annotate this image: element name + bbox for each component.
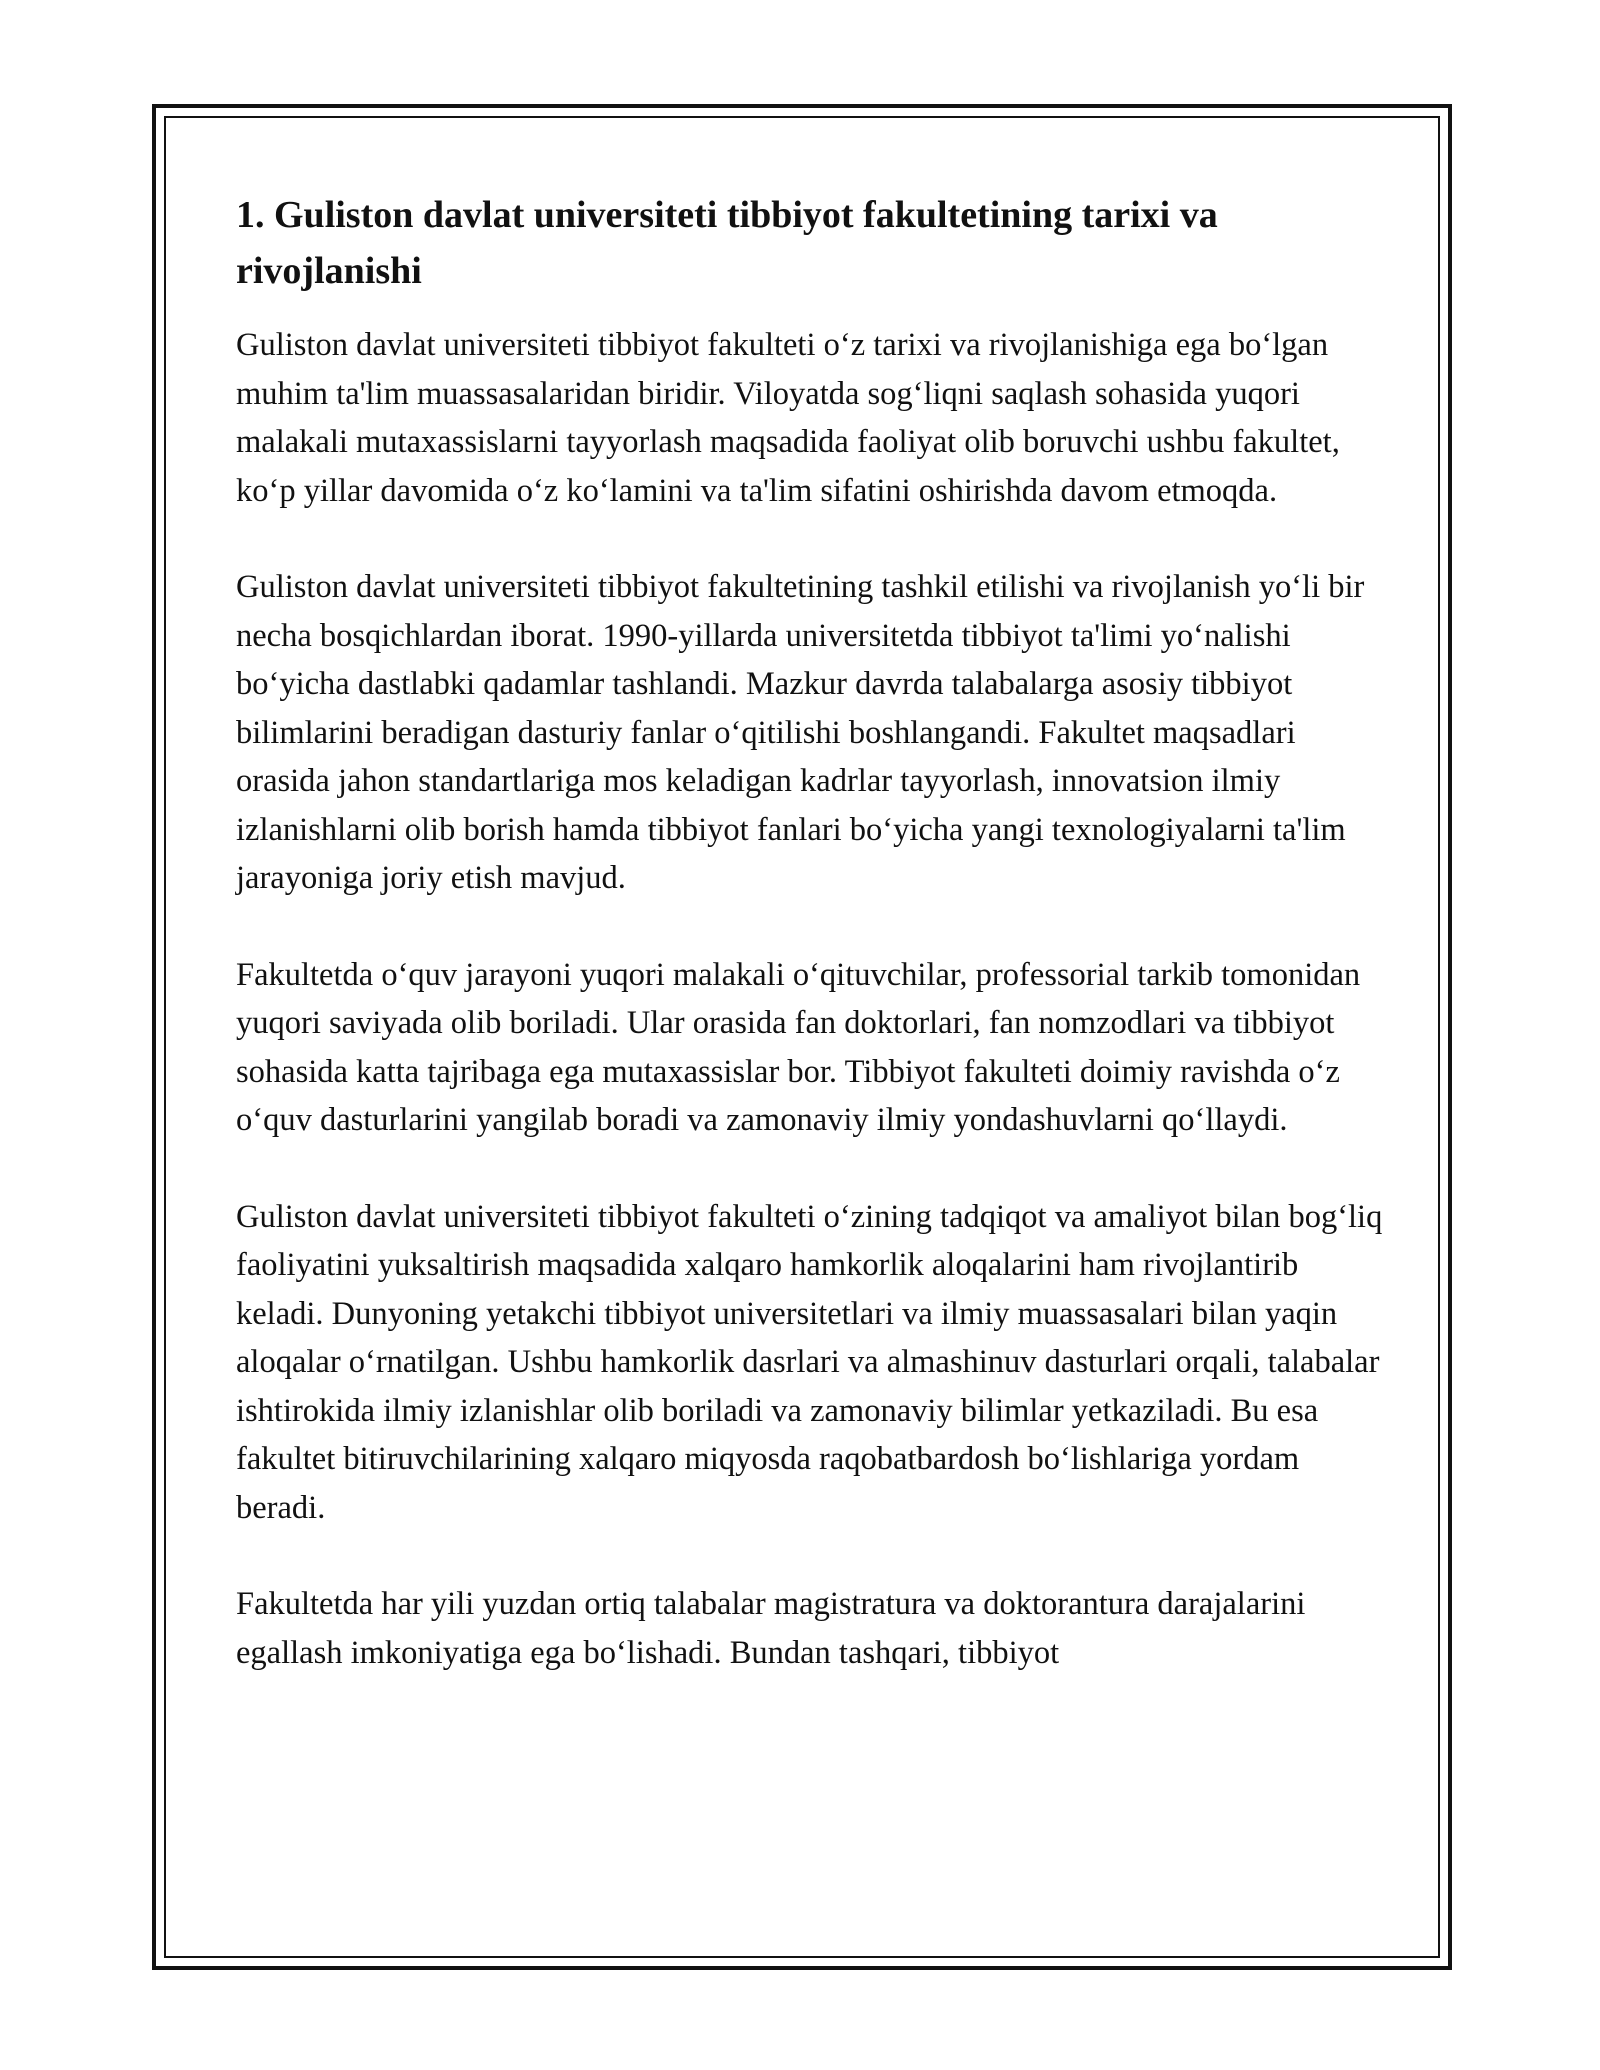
paragraph-3: Fakultetda o‘quv jarayoni yuqori malakali o‘qituvchilar, professorial tarkib tomonidan yuqori saviyada olib boriladi. Ular orasida fan doktorlari, fan nomzodlari va tibbiyot sohasida katta tajribaga ega mutaxassislar bor. Tibbiyot fakulteti doimiy ravishda o‘z o‘quv dasturlarini yangilab boradi va zamonaviy ilmiy yondashuvlarni qo‘llaydi. (236, 956, 1361, 1138)
paragraph-2: Guliston davlat universiteti tibbiyot fakultetining tashkil etilishi va rivojlanish yo‘li bir necha bosqichlardan iborat. 1990-yillarda universitetda tibbiyot ta'limi yo‘nalishi bo‘yicha dastlabki qadamlar tashlandi. Mazkur davrda talabalarga asosiy tibbiyot bilimlarini beradigan dasturiy fanlar o‘qitilishi boshlangandi. Fakultet maqsadlari orasida jahon standartlariga mos keladigan kadrlar tayyorlash, innovatsion ilmiy izlanishlarni olib borish hamda tibbiyot fanlari bo‘yicha yangi texnologiyalarni ta'lim jarayoniga joriy etish mavjud. (236, 569, 1365, 896)
document-body (236, 187, 1386, 1725)
paragraph-1: Guliston davlat universiteti tibbiyot fakulteti o‘z tarixi va rivojlanishiga ega bo‘lgan muhim ta'lim muassasalaridan biridir. Viloyatda sog‘liqni saqlash sohasida yuqori malakali mutaxassislarni tayyorlash maqsadida faoliyat olib boruvchi ushbu fakultet, ko‘p yillar davomida o‘z ko‘lamini va ta'lim sifatini oshirishda davom etmoqda. (236, 327, 1340, 509)
paragraph-4: Guliston davlat universiteti tibbiyot fakulteti o‘zining tadqiqot va amaliyot bilan bog‘liq faoliyatini yuksaltirish maqsadida xalqaro hamkorlik aloqalarini ham rivojlantirib keladi. Dunyoning yetakchi tibbiyot universitetlari va ilmiy muassasalari bilan yaqin aloqalar o‘rnatilgan. Ushbu hamkorlik dasrlari va almashinuv dasturlari orqali, talabalar ishtirokida ilmiy izlanishlar olib boriladi va zamonaviy bilimlar yetkaziladi. Bu esa fakultet bitiruvchilarining xalqaro miqyosda raqobatbardosh bo‘lishlariga yordam beradi. (236, 1198, 1383, 1526)
paragraph-5: Fakultetda har yili yuzdan ortiq talabalar magistratura va doktorantura darajalarini egallash imkoniyatiga ega bo‘lishadi. Bundan tashqari, tibbiyot (236, 1586, 1306, 1671)
section-heading: 1. Guliston davlat universiteti tibbiyot fakultetining tarixi va rivojlanishi (236, 194, 1218, 292)
